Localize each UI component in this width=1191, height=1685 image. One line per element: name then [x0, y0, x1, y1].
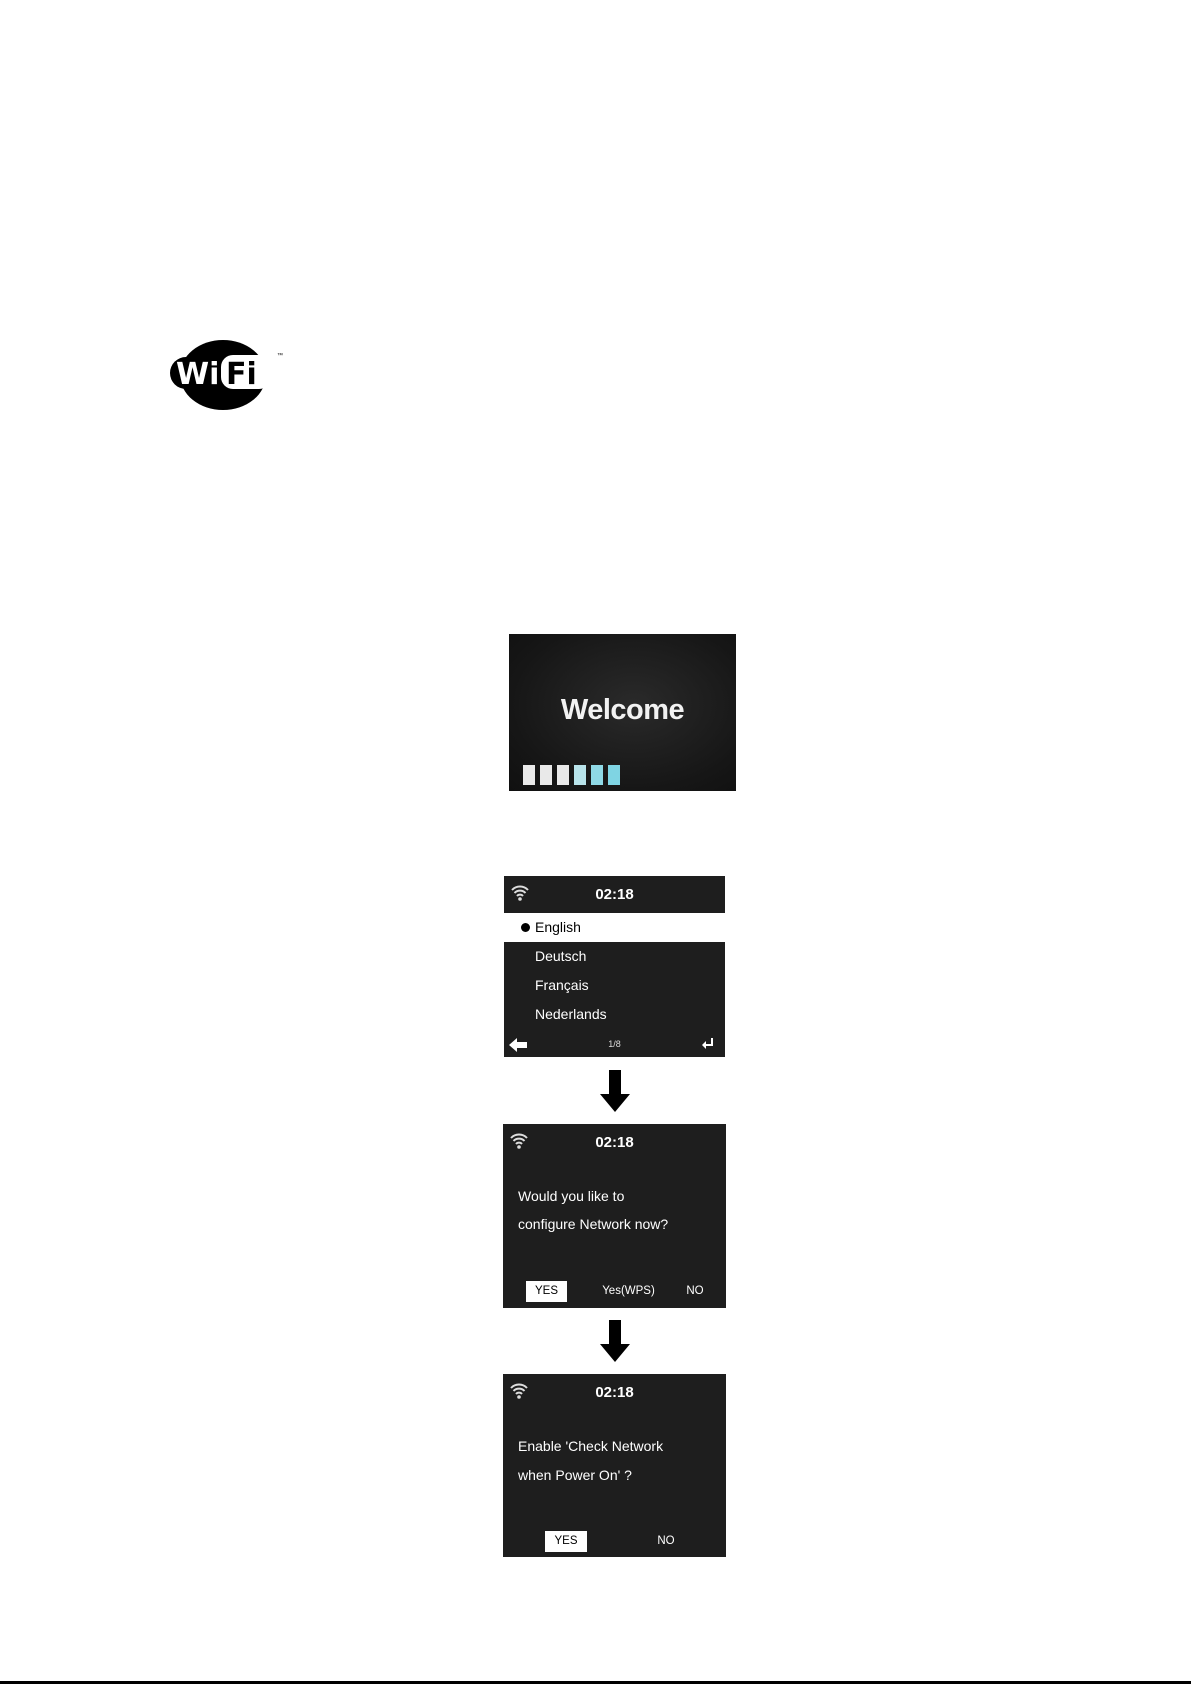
- wifi-logo: [168, 335, 288, 415]
- check-network-screen: [503, 1374, 726, 1557]
- svg-text:Fi: Fi: [226, 357, 257, 392]
- down-arrow-icon: [600, 1320, 630, 1362]
- language-item-deutsch[interactable]: [504, 942, 725, 971]
- progress-segment: [540, 765, 552, 785]
- progress-segment: [557, 765, 569, 785]
- language-item-nederlands[interactable]: [504, 1000, 725, 1029]
- language-label: Deutsch: [535, 948, 587, 964]
- language-list: [504, 913, 725, 1029]
- status-bar: [503, 1124, 726, 1161]
- status-bar: [504, 876, 725, 913]
- yes-button[interactable]: YES: [545, 1531, 587, 1552]
- language-screen: [504, 876, 725, 1057]
- yes-wps-button[interactable]: Yes(WPS): [602, 1285, 655, 1297]
- trademark-symbol: ™: [277, 353, 283, 359]
- progress-segment: [591, 765, 603, 785]
- svg-text:Wi: Wi: [176, 357, 220, 392]
- clock: 02:18: [595, 886, 634, 903]
- dialog-question-line2: configure Network now?: [518, 1216, 669, 1232]
- selected-dot-icon: [521, 923, 530, 932]
- welcome-title: Welcome: [560, 694, 685, 726]
- clock: 02:18: [595, 1134, 634, 1151]
- language-label: English: [535, 919, 581, 935]
- dialog-question-line1: Enable 'Check Network: [518, 1438, 664, 1454]
- welcome-screen: [509, 634, 736, 791]
- dialog-question-line1: Would you like to: [518, 1188, 625, 1204]
- boot-progress-bar: [523, 765, 620, 785]
- network-config-screen: [503, 1124, 726, 1308]
- no-button[interactable]: NO: [657, 1535, 675, 1547]
- down-arrow-icon: [600, 1070, 630, 1112]
- language-label: Nederlands: [535, 1006, 607, 1022]
- progress-segment: [523, 765, 535, 785]
- clock: 02:18: [595, 1384, 634, 1401]
- progress-segment: [574, 765, 586, 785]
- page-indicator: 1/8: [608, 1039, 621, 1049]
- yes-button[interactable]: YES: [526, 1281, 567, 1302]
- status-bar: [503, 1374, 726, 1411]
- progress-segment: [608, 765, 620, 785]
- language-item-francais[interactable]: [504, 971, 725, 1000]
- dialog-question-line2: when Power On' ?: [518, 1467, 632, 1483]
- language-item-english[interactable]: [504, 913, 725, 942]
- wifi-logo-graphic: [168, 335, 288, 415]
- language-label: Français: [535, 977, 589, 993]
- enter-icon[interactable]: [702, 1038, 714, 1050]
- language-footer: [504, 1033, 725, 1057]
- no-button[interactable]: NO: [686, 1285, 704, 1297]
- page-bottom-rule: [0, 1681, 1191, 1684]
